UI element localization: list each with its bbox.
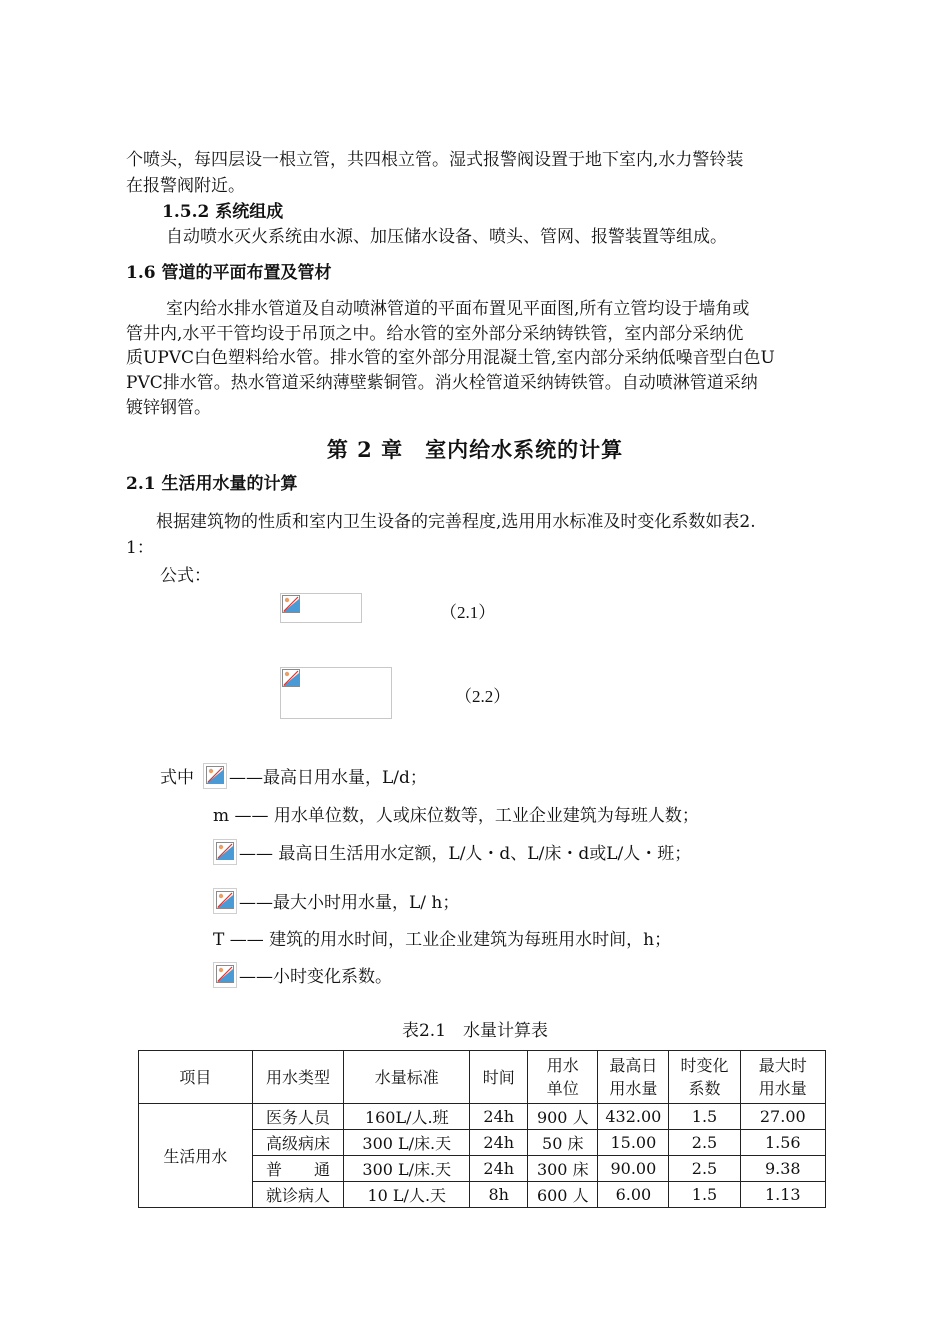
section-heading-1-5-2: 1.5.2 系统组成 (162, 202, 284, 222)
table-cell: 1.13 (740, 1182, 825, 1208)
formula-label: 公式： (160, 566, 211, 586)
section-heading-2-1: 2.1 生活用水量的计算 (126, 474, 298, 494)
equation-number: （2.2） (455, 687, 511, 706)
table-cell: 24h (470, 1130, 528, 1156)
table-cell: 50 床 (528, 1130, 598, 1156)
paragraph-line: 1： (126, 538, 154, 558)
paragraph-line: 室内给水排水管道及自动喷淋管道的平面布置见平面图,所有立管均设于墙角或 (166, 299, 750, 319)
text-line: 自动喷水灭火系统由水源、加压储水设备、喷头、管网、报警装置等组成。 (166, 227, 727, 247)
group-cell: 生活用水 (139, 1104, 253, 1208)
table-cell: 300 L/床.天 (344, 1130, 470, 1156)
text-line: 在报警阀附近。 (126, 176, 245, 196)
table-cell: 27.00 (740, 1104, 825, 1130)
table-row (139, 1104, 826, 1130)
definition-text: m —— 用水单位数，人或床位数等，工业企业建筑为每班人数； (213, 806, 699, 826)
broken-image-icon (206, 766, 224, 784)
section-heading-1-6: 1.6 管道的平面布置及管材 (126, 263, 332, 283)
table-header-cell: 水量标准 (344, 1051, 470, 1104)
table-cell: 10 L/人.天 (344, 1182, 470, 1208)
table-cell: 高级病床 (252, 1130, 343, 1156)
formula-image-2-2 (280, 667, 392, 719)
broken-image-icon (282, 669, 300, 687)
table-header-cell: 最高日 用水量 (598, 1051, 669, 1104)
definition-text: —— 最高日生活用水定额，L/人・d、L/床・d或L/人・班； (239, 844, 692, 864)
table-cell: 6.00 (598, 1182, 669, 1208)
table-cell: 2.5 (669, 1130, 740, 1156)
table-cell: 900 人 (528, 1104, 598, 1130)
table-header-row (139, 1051, 826, 1104)
table-header-cell: 最大时 用水量 (740, 1051, 825, 1104)
table-cell: 8h (470, 1182, 528, 1208)
table-cell: 300 L/床.天 (344, 1156, 470, 1182)
definitions-prefix: 式中 (160, 768, 194, 788)
table-header-cell: 项目 (139, 1051, 253, 1104)
broken-image-icon (282, 595, 300, 613)
formula-symbol-image (213, 839, 237, 865)
definition-text: ——最高日用水量，L/d； (229, 768, 427, 788)
table-cell: 24h (470, 1104, 528, 1130)
paragraph-line: PVC排水管。热水管道采纳薄壁紫铜管。消火栓管道采纳铸铁管。自动喷淋管道采纳 (126, 373, 758, 393)
formula-symbol-image (203, 763, 227, 789)
broken-image-icon (216, 842, 234, 860)
water-calculation-table (138, 1050, 826, 1208)
table-cell: 15.00 (598, 1130, 669, 1156)
broken-image-icon (216, 965, 234, 983)
table-cell: 普 通 (252, 1156, 343, 1182)
paragraph-line: 管井内,水平干管均设于吊顶之中。给水管的室外部分采纳铸铁管，室内部分采纳优 (126, 324, 744, 344)
table-cell: 9.38 (740, 1156, 825, 1182)
table-header-cell: 时间 (470, 1051, 528, 1104)
table-cell: 160L/人.班 (344, 1104, 470, 1130)
broken-image-icon (216, 891, 234, 909)
table-cell: 300 床 (528, 1156, 598, 1182)
table-header-cell: 用水 单位 (528, 1051, 598, 1104)
table-cell: 600 人 (528, 1182, 598, 1208)
paragraph-line: 根据建筑物的性质和室内卫生设备的完善程度,选用用水标准及时变化系数如表2. (156, 512, 756, 532)
definition-text: T —— 建筑的用水时间，工业企业建筑为每班用水时间，h； (213, 930, 672, 950)
table-cell: 就诊病人 (252, 1182, 343, 1208)
table-cell: 1.56 (740, 1130, 825, 1156)
table-cell: 1.5 (669, 1104, 740, 1130)
table-cell: 2.5 (669, 1156, 740, 1182)
table-cell: 90.00 (598, 1156, 669, 1182)
table-header-cell: 用水类型 (252, 1051, 343, 1104)
formula-symbol-image (213, 888, 237, 914)
paragraph-line: 质UPVC白色塑料给水管。排水管的室外部分用混凝土管,室内部分采纳低噪音型白色U (126, 348, 775, 368)
table-cell: 医务人员 (252, 1104, 343, 1130)
table-header-cell: 时变化 系数 (669, 1051, 740, 1104)
table-caption: 表2.1 水量计算表 (401, 1021, 549, 1041)
chapter-title: 第 2 章 室内给水系统的计算 (326, 437, 624, 462)
paragraph-line: 镀锌钢管。 (126, 398, 211, 418)
text-line: 个喷头，每四层设一根立管，共四根立管。湿式报警阀设置于地下室内,水力警铃装 (126, 150, 744, 170)
table-cell: 24h (470, 1156, 528, 1182)
equation-number: （2.1） (440, 603, 496, 622)
formula-symbol-image (213, 962, 237, 988)
formula-image-2-1 (280, 593, 362, 623)
table-cell: 1.5 (669, 1182, 740, 1208)
definition-text: ——最大小时用水量，L/ h； (239, 893, 460, 913)
definition-text: ——小时变化系数。 (239, 967, 392, 987)
table-cell: 432.00 (598, 1104, 669, 1130)
